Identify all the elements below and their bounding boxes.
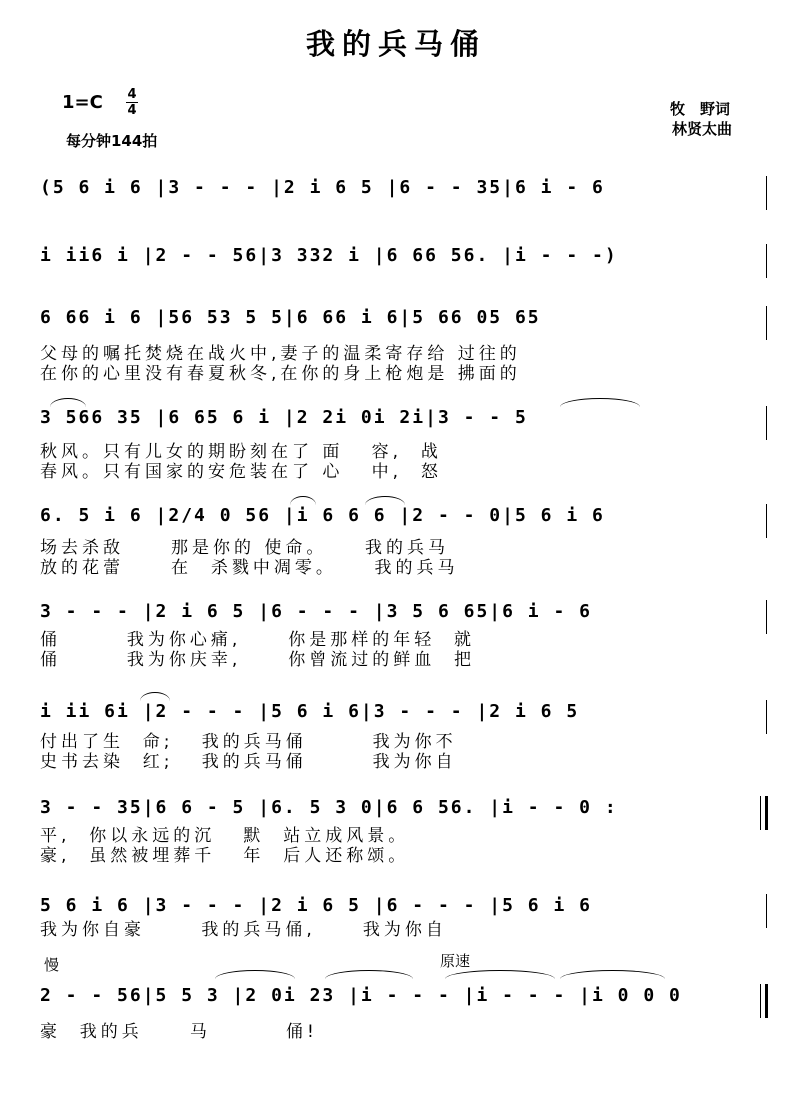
notes-row-7: i ii 6i |2 - - - |5 6 i 6|3 - - - |2 i 6 5 [40, 701, 580, 722]
lyric-line-2: 俑 我为你庆幸, 你曾流过的鲜血 把 [40, 650, 476, 670]
notes-row-8: 3 - - 35|6 6 - 5 |6. 5 3 0|6 6 56. |i - - 0 : [40, 797, 618, 818]
barline [766, 306, 767, 340]
staff-row-4 [40, 406, 766, 482]
meter-bottom: 4 [127, 103, 137, 118]
staff-row-1 [40, 176, 766, 216]
staff-row-3 [40, 306, 766, 384]
lyric-line-1: 秋风。只有儿女的期盼刻在了 面 容, 战 [40, 442, 442, 462]
lyric-line-1: 平, 你以永远的沉 默 站立成风景。 [40, 826, 410, 846]
slow-mark: 慢 [44, 956, 60, 974]
staff-row-6 [40, 600, 766, 670]
lyric-line-1: 我为你自豪 我的兵马俑, 我为你自 [40, 920, 447, 940]
notes-row-3: 6 66 i 6 |56 53 5 5|6 66 i 6|5 66 05 65 [40, 307, 541, 328]
notes-row-5: 6. 5 i 6 |2/4 0 56 |i 6 6 6 |2 - - 0|5 6 i 6 [40, 505, 605, 526]
lyric-line-1: 俑 我为你心痛, 你是那样的年轻 就 [40, 630, 476, 650]
barline [766, 406, 767, 440]
slur [215, 970, 295, 979]
staff-row-9 [40, 894, 766, 944]
lyricist-credit: 牧 野词 [670, 100, 731, 118]
repeat-barline [760, 796, 768, 830]
barline [766, 894, 767, 928]
tempo-text: 每分钟144拍 [66, 132, 158, 150]
notes-row-10: 2 - - 56|5 5 3 |2 0i 23 |i - - - |i - - - |i 0 0 0 [40, 985, 682, 1006]
lyric-line-2: 史书去染 红; 我的兵马俑 我为你自 [40, 752, 457, 772]
notes-row-1: (5 6 i 6 |3 - - - |2 i 6 5 |6 - - 35|6 i - 6 [40, 177, 605, 198]
lyric-line-2: 放的花蕾 在 杀戮中凋零。 我的兵马 [40, 558, 459, 578]
composer-credit: 林贤太曲 [672, 120, 733, 138]
lyric-line-1: 场去杀敌 那是你的 使命。 我的兵马 [40, 538, 450, 558]
lyric-line-1: 父母的嘱托焚烧在战火中,妻子的温柔寄存给 过往的 [40, 344, 521, 364]
lyric-line-1: 付出了生 命; 我的兵马俑 我为你不 [40, 732, 457, 752]
slur [325, 970, 413, 979]
barline [766, 244, 767, 278]
barline [766, 700, 767, 734]
final-barline [760, 984, 768, 1018]
original-tempo-mark: 原速 [440, 952, 471, 970]
tie [445, 970, 555, 979]
barline [766, 176, 767, 210]
barline [766, 504, 767, 538]
staff-row-10 [40, 984, 766, 1044]
notes-row-2: i ii6 i |2 - - 56|3 332 i |6 66 56. |i - - -) [40, 245, 618, 266]
song-title: 我的兵马俑 [305, 27, 486, 61]
lyric-line-2: 在你的心里没有春夏秋冬,在你的身上枪炮是 拂面的 [40, 364, 521, 384]
notes-row-6: 3 - - - |2 i 6 5 |6 - - - |3 5 6 65|6 i - 6 [40, 601, 592, 622]
meter-top: 4 [127, 87, 137, 102]
tie [560, 970, 665, 979]
lyric-line-1: 豪 我的兵 马 俑! [40, 1022, 318, 1042]
lyric-line-2: 豪, 虽然被埋葬千 年 后人还称颂。 [40, 846, 410, 866]
staff-row-5 [40, 504, 766, 578]
staff-row-7 [40, 700, 766, 770]
staff-row-2 [40, 244, 766, 284]
notes-row-9: 5 6 i 6 |3 - - - |2 i 6 5 |6 - - - |5 6 i 6 [40, 895, 592, 916]
staff-row-8 [40, 796, 766, 866]
key-signature: 1=C [62, 92, 103, 113]
barline [766, 600, 767, 634]
time-signature [126, 88, 138, 117]
notes-row-4: 3 566 35 |6 65 6 i |2 2i 0i 2i|3 - - 5 [40, 407, 528, 428]
lyric-line-2: 春风。只有国家的安危装在了 心 中, 怒 [40, 462, 442, 482]
